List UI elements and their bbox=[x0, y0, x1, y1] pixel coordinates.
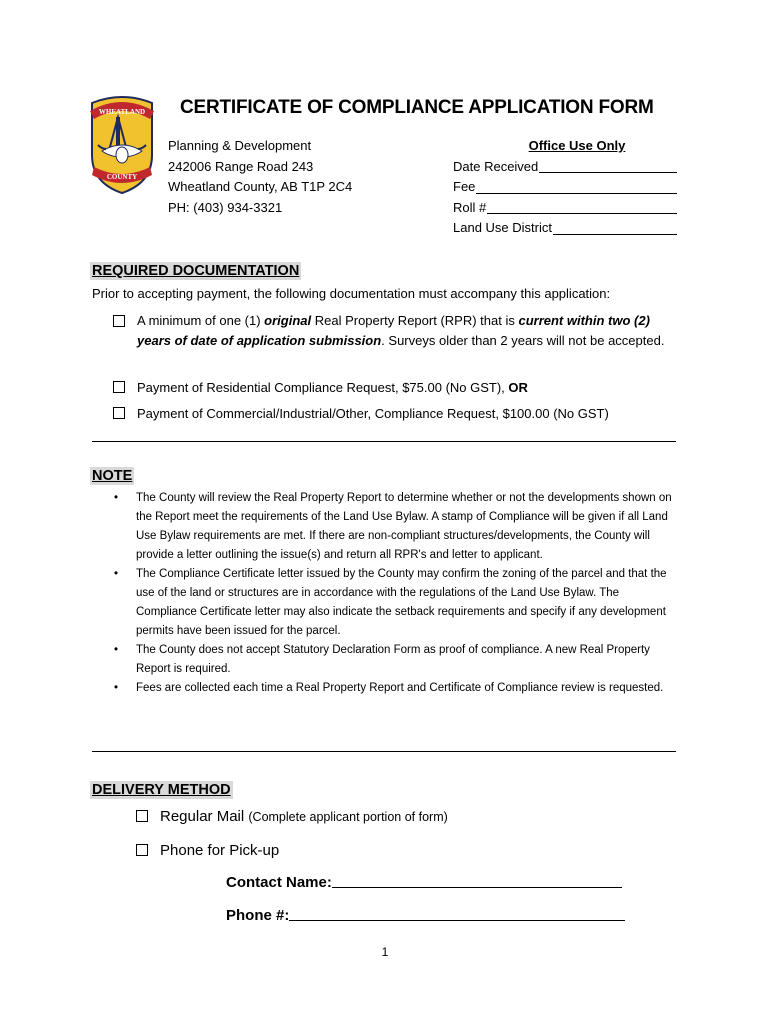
checklist-item-rpr: A minimum of one (1) original Real Property Report (RPR) that is current within two (2) years of date of application submission. Surveys older than 2 years will not be accepted. bbox=[113, 311, 678, 351]
logo-top-text: WHEATLAND bbox=[98, 108, 146, 116]
note-item: • The County does not accept Statutory Declaration Form as proof of compliance. A new Real Property Report is required. bbox=[136, 641, 682, 679]
delivery-method-heading: DELIVERY METHOD bbox=[92, 782, 231, 798]
land-use-district-field[interactable]: Land Use District bbox=[453, 218, 677, 239]
address-line: PH: (403) 934-3321 bbox=[168, 199, 283, 215]
required-intro: Prior to accepting payment, the following documentation must accompany this application: bbox=[92, 286, 611, 301]
commercial-checkbox[interactable] bbox=[113, 407, 125, 419]
form-title: CERTIFICATE OF COMPLIANCE APPLICATION FORM bbox=[180, 97, 654, 118]
page-number: 1 bbox=[381, 945, 389, 959]
residential-checkbox[interactable] bbox=[113, 381, 125, 393]
address-line: Wheatland County, AB T1P 2C4 bbox=[168, 179, 353, 194]
wheatland-county-logo bbox=[88, 95, 156, 195]
note-list bbox=[92, 489, 682, 698]
checklist-item-commercial: Payment of Commercial/Industrial/Other, Compliance Request, $100.00 (No GST) bbox=[113, 404, 609, 424]
contact-name-field[interactable]: Contact Name: bbox=[226, 874, 622, 891]
address-block bbox=[168, 136, 352, 218]
delivery-option-mail: Regular Mail (Complete applicant portion of form) bbox=[136, 807, 448, 827]
roll-field[interactable]: Roll # bbox=[453, 198, 677, 219]
divider bbox=[92, 441, 676, 442]
regular-mail-checkbox[interactable] bbox=[136, 810, 148, 822]
note-heading: NOTE bbox=[92, 468, 133, 484]
note-item: • The County will review the Real Property Report to determine whether or not the developments shown on the Report meet the requirements of the Land Use Bylaw. A stamp of Compliance will be given if all Land Use Bylaw requirements are met. If there are non-compliant structures/developments, the County will provide a letter outlining the issue(s) and return all RPR's and letter to applicant. bbox=[136, 489, 682, 565]
phone-field[interactable]: Phone #: bbox=[226, 907, 625, 924]
logo-bottom-text: COUNTY bbox=[106, 173, 138, 181]
divider bbox=[92, 751, 676, 752]
required-documentation-heading: REQUIRED DOCUMENTATION bbox=[92, 263, 300, 279]
date-received-field[interactable]: Date Received bbox=[453, 157, 677, 178]
note-item: • Fees are collected each time a Real Property Report and Certificate of Compliance review is requested. bbox=[136, 679, 682, 698]
checklist-item-residential: Payment of Residential Compliance Request, $75.00 (No GST), OR bbox=[113, 378, 528, 398]
address-line: Planning & Development bbox=[168, 138, 312, 153]
office-use-block bbox=[453, 136, 677, 239]
phone-pickup-checkbox[interactable] bbox=[136, 844, 148, 856]
delivery-option-pickup: Phone for Pick-up bbox=[136, 841, 279, 861]
fee-field[interactable]: Fee bbox=[453, 177, 677, 198]
office-use-heading: Office Use Only bbox=[528, 138, 626, 153]
address-line: 242006 Range Road 243 bbox=[168, 158, 314, 174]
note-item: • The Compliance Certificate letter issued by the County may confirm the zoning of the parcel and that the use of the land or structures are in accordance with the regulations of the Land Use Bylaw. The Compliance Certificate letter may also indicate the setback requirements and specify if any development permits have been issued for the parcel. bbox=[136, 565, 682, 641]
rpr-checkbox[interactable] bbox=[113, 315, 125, 327]
